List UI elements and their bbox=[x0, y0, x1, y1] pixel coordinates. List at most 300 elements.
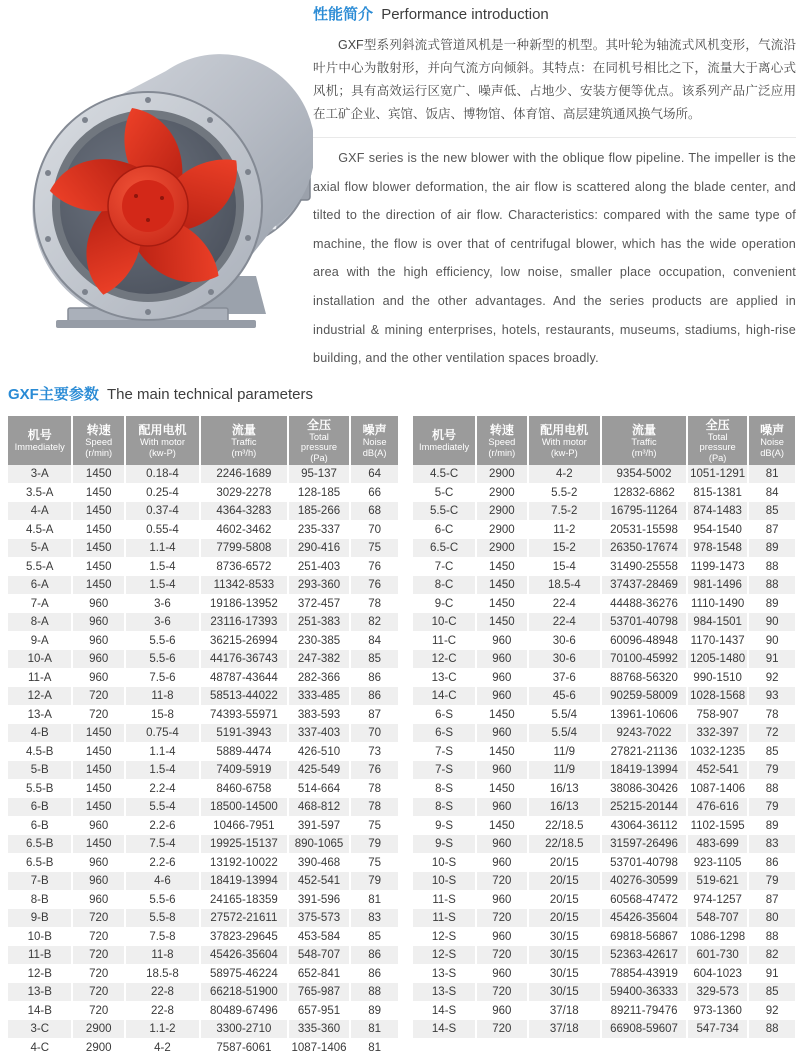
cell: 720 bbox=[72, 687, 125, 706]
cell: 720 bbox=[476, 946, 527, 965]
cell: 53701-40798 bbox=[601, 613, 687, 632]
cell: 4602-3462 bbox=[200, 520, 288, 539]
cell: 1450 bbox=[72, 835, 125, 854]
cell: 9354-5002 bbox=[601, 465, 687, 484]
cell: 5-B bbox=[8, 761, 72, 780]
cell: 5.5-8 bbox=[125, 909, 200, 928]
cell: 1450 bbox=[476, 594, 527, 613]
table-row bbox=[8, 946, 398, 965]
cell: 453-584 bbox=[288, 927, 350, 946]
cell: 45426-35604 bbox=[601, 909, 687, 928]
cell: 85 bbox=[368, 930, 381, 943]
product-photo bbox=[8, 38, 313, 343]
cell: 4364-3283 bbox=[200, 502, 288, 521]
cell: 2900 bbox=[476, 502, 527, 521]
cell: 974-1257 bbox=[687, 890, 748, 909]
cell: 960 bbox=[476, 798, 527, 817]
cell: 0.75-4 bbox=[125, 724, 200, 743]
cell: 84 bbox=[368, 634, 381, 647]
cell: 960 bbox=[476, 890, 527, 909]
cell: 720 bbox=[72, 946, 125, 965]
cell: 44488-36276 bbox=[601, 594, 687, 613]
cell: 483-699 bbox=[687, 835, 748, 854]
cell: 88 bbox=[765, 782, 779, 795]
cell: 90259-58009 bbox=[601, 687, 687, 706]
cell: 31597-26496 bbox=[601, 835, 687, 854]
cell: 6-S bbox=[413, 705, 476, 724]
table-row bbox=[413, 705, 795, 724]
column-header: 配用电机 With motor (kw-P) bbox=[528, 416, 601, 465]
cell: 75 bbox=[368, 856, 381, 869]
cell: 960 bbox=[72, 613, 125, 632]
cell: 5.5-4 bbox=[125, 798, 200, 817]
cell: 1.1-4 bbox=[125, 742, 200, 761]
table-row bbox=[8, 890, 398, 909]
cell: 1450 bbox=[476, 779, 527, 798]
table-row bbox=[8, 853, 398, 872]
cell: 375-573 bbox=[288, 909, 350, 928]
cell: 720 bbox=[72, 964, 125, 983]
table-row bbox=[413, 650, 795, 669]
cell: 14-S bbox=[413, 1020, 476, 1039]
cell: 87 bbox=[368, 708, 381, 721]
cell: 1450 bbox=[72, 539, 125, 558]
cell: 426-510 bbox=[288, 742, 350, 761]
cell: 960 bbox=[72, 631, 125, 650]
cell: 89 bbox=[368, 1004, 381, 1017]
cell: 765-987 bbox=[288, 983, 350, 1002]
table-row bbox=[413, 539, 795, 558]
cell: 6-B bbox=[8, 798, 72, 817]
parameter-tables bbox=[8, 416, 795, 1057]
cell: 1087-1406 bbox=[288, 1038, 350, 1057]
cell: 990-1510 bbox=[687, 668, 748, 687]
cell: 10-S bbox=[413, 872, 476, 891]
cell: 13-S bbox=[413, 964, 476, 983]
cell: 960 bbox=[72, 872, 125, 891]
cell: 14-S bbox=[413, 1001, 476, 1020]
table-row bbox=[8, 798, 398, 817]
cell: 16/13 bbox=[528, 779, 601, 798]
cell: 1450 bbox=[72, 465, 125, 484]
table-header bbox=[8, 416, 398, 465]
cell: 251-403 bbox=[288, 557, 350, 576]
cell: 1102-1595 bbox=[687, 816, 748, 835]
cell: 923-1105 bbox=[687, 853, 748, 872]
cell: 978-1548 bbox=[687, 539, 748, 558]
cell: 8736-6572 bbox=[200, 557, 288, 576]
table-row bbox=[8, 927, 398, 946]
intro-section-title bbox=[313, 4, 796, 26]
cell: 960 bbox=[476, 650, 527, 669]
cell: 3029-2278 bbox=[200, 483, 288, 502]
cell: 9-A bbox=[8, 631, 72, 650]
cell: 18419-13994 bbox=[200, 872, 288, 891]
cell: 960 bbox=[476, 631, 527, 650]
cell: 18419-13994 bbox=[601, 761, 687, 780]
cell: 88 bbox=[765, 560, 779, 573]
cell: 1450 bbox=[72, 742, 125, 761]
cell: 11-S bbox=[413, 890, 476, 909]
cell: 90 bbox=[765, 634, 779, 647]
parameters-table-left bbox=[8, 416, 398, 1057]
cell: 22-8 bbox=[125, 1001, 200, 1020]
cell: 954-1540 bbox=[687, 520, 748, 539]
column-header: 机号 Immediately bbox=[8, 416, 72, 465]
cell: 31490-25558 bbox=[601, 557, 687, 576]
cell: 13192-10022 bbox=[200, 853, 288, 872]
cell: 1199-1473 bbox=[687, 557, 748, 576]
cell: 16795-11264 bbox=[601, 502, 687, 521]
cell: 815-1381 bbox=[687, 483, 748, 502]
cell: 601-730 bbox=[687, 946, 748, 965]
cell: 3-A bbox=[8, 465, 72, 484]
parameters-table-right bbox=[413, 416, 795, 1038]
table-row bbox=[8, 1020, 398, 1039]
cell: 15-8 bbox=[125, 705, 200, 724]
cell: 22-4 bbox=[528, 613, 601, 632]
cell: 1450 bbox=[476, 705, 527, 724]
cell: 14-B bbox=[8, 1001, 72, 1020]
table-row bbox=[8, 613, 398, 632]
fan-illustration bbox=[8, 38, 313, 343]
cell: 1170-1437 bbox=[687, 631, 748, 650]
fan-foot-plate bbox=[56, 320, 256, 328]
table-row bbox=[413, 779, 795, 798]
cell: 2.2-6 bbox=[125, 853, 200, 872]
cell: 4-C bbox=[8, 1038, 72, 1057]
table-row bbox=[8, 594, 398, 613]
table-row bbox=[8, 909, 398, 928]
cell: 4.5-C bbox=[413, 465, 476, 484]
cell: 37/18 bbox=[528, 1020, 601, 1039]
table-row bbox=[413, 594, 795, 613]
cell: 52363-42617 bbox=[601, 946, 687, 965]
cell: 37823-29645 bbox=[200, 927, 288, 946]
cell: 7587-6061 bbox=[200, 1038, 288, 1057]
cell: 10466-7951 bbox=[200, 816, 288, 835]
cell: 30-6 bbox=[528, 631, 601, 650]
intro-paragraph-zh: GXF型系列斜流式管道风机是一种新型的机型。其叶轮为轴流式风机变形，气流沿叶片中心为散射形，并向气流方向倾斜。其特点：在同机号相比之下，流量大于离心式风机；具有高效运行区宽广、噪声低、占地少、安装方便等优点。该系列产品广泛应用在工矿企业、宾馆、饭店、博物馆、体育馆、高层建筑通风换气场所。 bbox=[313, 38, 796, 121]
performance-introduction-section bbox=[313, 4, 796, 373]
cell: 290-416 bbox=[288, 539, 350, 558]
cell: 8-B bbox=[8, 890, 72, 909]
cell: 548-707 bbox=[288, 946, 350, 965]
cell: 11-8 bbox=[125, 687, 200, 706]
cell: 335-360 bbox=[288, 1020, 350, 1039]
cell: 984-1501 bbox=[687, 613, 748, 632]
cell: 11/9 bbox=[528, 742, 601, 761]
column-header: 流量 Traffic (m³/h) bbox=[601, 416, 687, 465]
cell: 5.5-C bbox=[413, 502, 476, 521]
cell: 7-C bbox=[413, 557, 476, 576]
cell: 383-593 bbox=[288, 705, 350, 724]
table-row bbox=[8, 705, 398, 724]
table-row bbox=[413, 465, 795, 484]
cell: 76 bbox=[368, 560, 381, 573]
cell: 45-6 bbox=[528, 687, 601, 706]
cell: 8-S bbox=[413, 798, 476, 817]
table-row bbox=[413, 761, 795, 780]
cell: 1110-1490 bbox=[687, 594, 748, 613]
cell: 8460-6758 bbox=[200, 779, 288, 798]
cell: 7.5-4 bbox=[125, 835, 200, 854]
fan-hub-cap bbox=[122, 180, 174, 232]
cell: 7.5-6 bbox=[125, 668, 200, 687]
cell: 7-S bbox=[413, 761, 476, 780]
cell: 80 bbox=[748, 909, 795, 928]
cell: 78 bbox=[350, 798, 398, 817]
cell: 4.5-B bbox=[8, 742, 72, 761]
intro-title-en: Performance introduction bbox=[381, 6, 549, 23]
cell: 11342-8533 bbox=[200, 576, 288, 595]
cell: 11-A bbox=[8, 668, 72, 687]
table-row bbox=[413, 724, 795, 743]
cell: 9243-7022 bbox=[601, 724, 687, 743]
cell: 1.1-4 bbox=[125, 539, 200, 558]
table-row bbox=[8, 964, 398, 983]
table-row bbox=[413, 909, 795, 928]
cell: 75 bbox=[368, 819, 381, 832]
cell: 960 bbox=[476, 668, 527, 687]
cell: 1205-1480 bbox=[687, 650, 748, 669]
table-row bbox=[413, 983, 795, 1002]
cell: 720 bbox=[72, 927, 125, 946]
cell: 5.5/4 bbox=[528, 724, 601, 743]
cell: 960 bbox=[476, 927, 527, 946]
cell: 8-S bbox=[413, 779, 476, 798]
cell: 519-621 bbox=[687, 872, 748, 891]
cell: 30/15 bbox=[528, 983, 601, 1002]
cell: 14-C bbox=[413, 687, 476, 706]
cell: 88 bbox=[748, 576, 795, 595]
table-row bbox=[413, 483, 795, 502]
cell: 1450 bbox=[72, 798, 125, 817]
cell: 66908-59607 bbox=[601, 1020, 687, 1039]
cell: 22/18.5 bbox=[528, 835, 601, 854]
cell: 25215-20144 bbox=[601, 798, 687, 817]
cell: 20/15 bbox=[528, 890, 601, 909]
cell: 5.5/4 bbox=[528, 705, 601, 724]
table-row bbox=[8, 724, 398, 743]
cell: 720 bbox=[476, 1020, 527, 1039]
intro-paragraph-en: GXF series is the new blower with the oblique flow pipeline. The impeller is the axial flow blower deformation, the air flow is scattered along the blade center, and tilted to the direction of air flow. Characteristics: compared with the same type of machine, the flow is over that of centrifugal blower, which has the wide operation area with the high efficiency, low noise, smaller place occupation, convenient installation and the other advantages. And the series products are applied in industrial & mining enterprises, hotels, restaurants, museums, stadiums, high-rise building, and the other ventilation spaces broadly. bbox=[313, 151, 796, 366]
cell: 85 bbox=[765, 745, 779, 758]
cell: 82 bbox=[748, 946, 795, 965]
table-row bbox=[413, 872, 795, 891]
cell: 3300-2710 bbox=[200, 1020, 288, 1039]
cell: 1.1-2 bbox=[125, 1020, 200, 1039]
cell: 86 bbox=[368, 671, 381, 684]
cell: 10-B bbox=[8, 927, 72, 946]
column-header: 全压 Total pressure (Pa) bbox=[288, 416, 350, 465]
cell: 84 bbox=[765, 486, 779, 499]
cell: 0.25-4 bbox=[125, 483, 200, 502]
cell: 2.2-6 bbox=[125, 816, 200, 835]
cell: 960 bbox=[72, 853, 125, 872]
cell: 20/15 bbox=[528, 853, 601, 872]
cell: 92 bbox=[765, 671, 779, 684]
cell: 89 bbox=[748, 539, 795, 558]
cell: 5-C bbox=[413, 483, 476, 502]
cell: 78 bbox=[368, 597, 381, 610]
cell: 37/18 bbox=[528, 1001, 601, 1020]
table-row bbox=[413, 576, 795, 595]
cell: 874-1483 bbox=[687, 502, 748, 521]
cell: 12-S bbox=[413, 927, 476, 946]
cell: 1450 bbox=[72, 779, 125, 798]
cell: 1450 bbox=[476, 613, 527, 632]
table-row bbox=[8, 520, 398, 539]
cell: 960 bbox=[476, 853, 527, 872]
table-row bbox=[8, 761, 398, 780]
cell: 6.5-B bbox=[8, 853, 72, 872]
table-row bbox=[8, 483, 398, 502]
cell: 64 bbox=[350, 465, 398, 484]
cell: 476-616 bbox=[687, 798, 748, 817]
cell: 80489-67496 bbox=[200, 1001, 288, 1020]
cell: 79 bbox=[350, 872, 398, 891]
cell: 960 bbox=[72, 890, 125, 909]
cell: 73 bbox=[368, 745, 381, 758]
cell: 88768-56320 bbox=[601, 668, 687, 687]
cell: 15-2 bbox=[528, 539, 601, 558]
cell: 2900 bbox=[476, 520, 527, 539]
cell: 70 bbox=[368, 523, 381, 536]
cell: 30/15 bbox=[528, 964, 601, 983]
cell: 12832-6862 bbox=[601, 483, 687, 502]
column-header: 全压 Total pressure (Pa) bbox=[687, 416, 748, 465]
cell: 7-A bbox=[8, 594, 72, 613]
table-row bbox=[8, 465, 398, 484]
cell: 68 bbox=[350, 502, 398, 521]
cell: 6-B bbox=[8, 816, 72, 835]
table-row bbox=[8, 1001, 398, 1020]
cell: 79 bbox=[748, 798, 795, 817]
cell: 4-2 bbox=[528, 465, 601, 484]
cell: 75 bbox=[350, 539, 398, 558]
cell: 720 bbox=[476, 983, 527, 1002]
cell: 1450 bbox=[72, 502, 125, 521]
cell: 1.5-4 bbox=[125, 761, 200, 780]
cell: 86 bbox=[765, 856, 779, 869]
cell: 9-S bbox=[413, 835, 476, 854]
cell: 38086-30426 bbox=[601, 779, 687, 798]
cell: 5191-3943 bbox=[200, 724, 288, 743]
cell: 36215-26994 bbox=[200, 631, 288, 650]
cell: 43064-36112 bbox=[601, 816, 687, 835]
cell: 960 bbox=[476, 761, 527, 780]
table-row bbox=[8, 539, 398, 558]
cell: 390-468 bbox=[288, 853, 350, 872]
cell: 53701-40798 bbox=[601, 853, 687, 872]
table-row bbox=[8, 983, 398, 1002]
cell: 27572-21611 bbox=[200, 909, 288, 928]
cell: 2.2-4 bbox=[125, 779, 200, 798]
table-row bbox=[8, 779, 398, 798]
cell: 425-549 bbox=[288, 761, 350, 780]
cell: 230-385 bbox=[288, 631, 350, 650]
cell: 3.5-A bbox=[8, 483, 72, 502]
cell: 16/13 bbox=[528, 798, 601, 817]
cell: 282-366 bbox=[288, 668, 350, 687]
cell: 87 bbox=[765, 523, 779, 536]
cell: 11/9 bbox=[528, 761, 601, 780]
cell: 0.55-4 bbox=[125, 520, 200, 539]
cell: 3-C bbox=[8, 1020, 72, 1039]
table-row bbox=[8, 742, 398, 761]
cell: 88 bbox=[748, 1020, 795, 1039]
cell: 1028-1568 bbox=[687, 687, 748, 706]
cell: 5-A bbox=[8, 539, 72, 558]
cell: 22-8 bbox=[125, 983, 200, 1002]
cell: 70100-45992 bbox=[601, 650, 687, 669]
table-row bbox=[413, 631, 795, 650]
cell: 93 bbox=[748, 687, 795, 706]
cell: 720 bbox=[72, 705, 125, 724]
cell: 8-A bbox=[8, 613, 72, 632]
cell: 1450 bbox=[72, 724, 125, 743]
cell: 1.5-4 bbox=[125, 557, 200, 576]
table-row bbox=[8, 835, 398, 854]
cell: 2900 bbox=[476, 483, 527, 502]
table-row bbox=[413, 816, 795, 835]
intro-divider bbox=[313, 137, 796, 138]
table-row bbox=[8, 557, 398, 576]
cell: 81 bbox=[350, 1020, 398, 1039]
cell: 12-B bbox=[8, 964, 72, 983]
cell: 1051-1291 bbox=[687, 465, 748, 484]
cell: 11-B bbox=[8, 946, 72, 965]
column-header: 配用电机 With motor (kw-P) bbox=[125, 416, 200, 465]
cell: 10-C bbox=[413, 613, 476, 632]
cell: 1450 bbox=[72, 483, 125, 502]
cell: 89211-79476 bbox=[601, 1001, 687, 1020]
cell: 391-597 bbox=[288, 816, 350, 835]
cell: 37-6 bbox=[528, 668, 601, 687]
cell: 652-841 bbox=[288, 964, 350, 983]
table-row bbox=[413, 964, 795, 983]
cell: 76 bbox=[350, 761, 398, 780]
cell: 890-1065 bbox=[288, 835, 350, 854]
cell: 78 bbox=[765, 708, 779, 721]
table-row bbox=[413, 502, 795, 521]
cell: 83 bbox=[350, 909, 398, 928]
table-row bbox=[8, 872, 398, 891]
cell: 11-2 bbox=[528, 520, 601, 539]
cell: 9-S bbox=[413, 816, 476, 835]
cell: 468-812 bbox=[288, 798, 350, 817]
cell: 657-951 bbox=[288, 1001, 350, 1020]
cell: 72 bbox=[748, 724, 795, 743]
cell: 81 bbox=[368, 1041, 381, 1054]
cell: 372-457 bbox=[288, 594, 350, 613]
cell: 9-B bbox=[8, 909, 72, 928]
cell: 82 bbox=[350, 613, 398, 632]
cell: 960 bbox=[72, 594, 125, 613]
cell: 85 bbox=[748, 983, 795, 1002]
cell: 5.5-6 bbox=[125, 890, 200, 909]
table-row bbox=[413, 557, 795, 576]
cell: 960 bbox=[72, 816, 125, 835]
cell: 2900 bbox=[476, 539, 527, 558]
cell: 69818-56867 bbox=[601, 927, 687, 946]
cell: 12-A bbox=[8, 687, 72, 706]
cell: 24165-18359 bbox=[200, 890, 288, 909]
cell: 18500-14500 bbox=[200, 798, 288, 817]
cell: 89 bbox=[765, 819, 779, 832]
cell: 960 bbox=[476, 964, 527, 983]
